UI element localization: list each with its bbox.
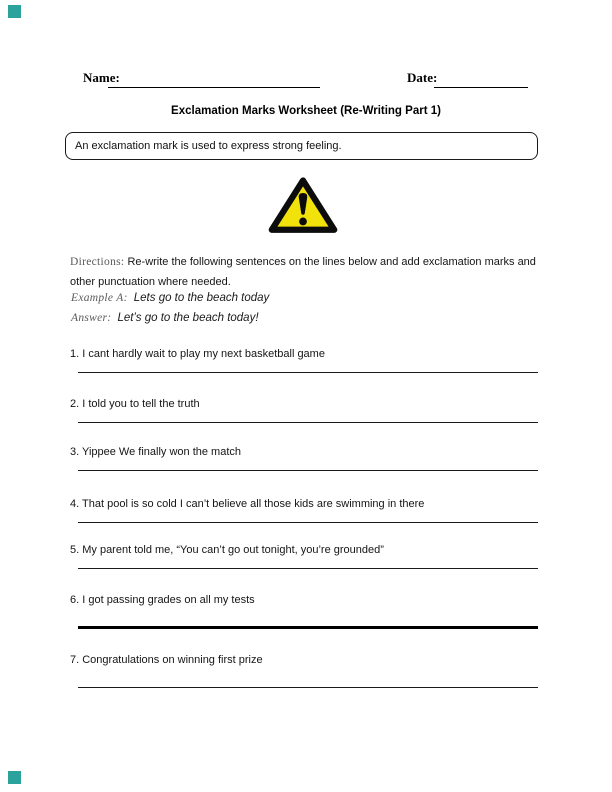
list-item: [70, 653, 548, 688]
item-sentence: 1. I cant hardly wait to play my next basketball game: [70, 348, 325, 360]
item-sentence: 6. I got passing grades on all my tests: [70, 594, 255, 606]
item-answer-line: [78, 568, 538, 569]
item-sentence: 7. Congratulations on winning first prize: [70, 654, 263, 666]
list-item: [70, 445, 548, 471]
corner-mark-top-left: [8, 5, 21, 18]
list-item: [70, 347, 548, 373]
corner-mark-bottom-left: [8, 771, 21, 784]
item-sentence: 5. My parent told me, “You can’t go out tonight, you’re grounded”: [70, 544, 384, 556]
example-row: [71, 292, 269, 304]
directions-label: Directions:: [70, 256, 125, 268]
example-sentence: Lets go to the beach today: [133, 292, 270, 304]
date-label: Date:: [407, 70, 438, 85]
list-item: [70, 497, 548, 523]
list-item: [70, 397, 548, 423]
rule-box: [65, 132, 538, 160]
item-answer-line: [78, 687, 538, 688]
directions-paragraph: [70, 253, 548, 292]
page-title: Exclamation Marks Worksheet (Re-Writing Part 1): [171, 105, 441, 117]
example-label: Example A:: [71, 292, 128, 304]
rule-text: An exclamation mark is used to express strong feeling.: [75, 140, 342, 152]
item-answer-line: [78, 422, 538, 423]
directions-text: Re-write the following sentences on the lines below and add exclamation marks and other punctuation where needed.: [70, 256, 536, 288]
date-blank-line: [434, 71, 528, 88]
warning-triangle-icon: [268, 175, 338, 236]
answer-sentence: Let’s go to the beach today!: [117, 312, 259, 324]
item-sentence: 4. That pool is so cold I can’t believe all those kids are swimming in there: [70, 498, 425, 510]
list-item: [70, 543, 548, 569]
list-item: [70, 593, 548, 629]
answer-label: Answer:: [71, 312, 112, 324]
item-answer-line: [78, 522, 538, 523]
item-answer-line: [78, 372, 538, 373]
item-answer-line: [78, 626, 538, 629]
item-answer-line: [78, 470, 538, 471]
answer-row: [71, 312, 259, 324]
name-blank-line: [108, 71, 320, 88]
item-sentence: 3. Yippee We finally won the match: [70, 446, 242, 458]
name-label: Name:: [83, 70, 120, 85]
item-sentence: 2. I told you to tell the truth: [70, 398, 200, 410]
